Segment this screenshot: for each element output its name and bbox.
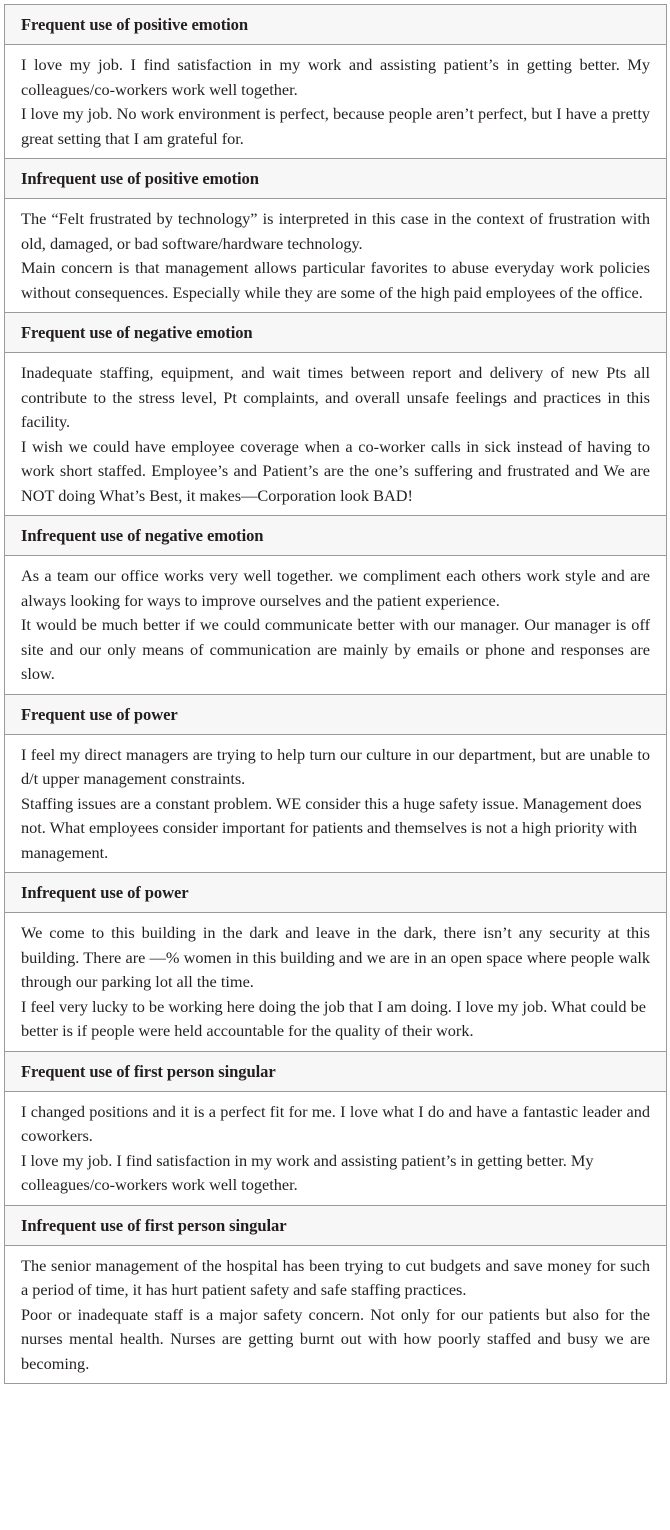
section-quotes [5,199,666,313]
section-heading: Frequent use of positive emotion [5,5,666,45]
quote: I feel very lucky to be working here doing the job that I am doing. I love my job. What could be better is if people were held accountable for the quality of their work. [21,996,647,1040]
quote: I love my job. No work environment is perfect, because people aren’t perfect, but I have a pretty great setting that I am grateful for. [21,104,650,148]
quote: Staffing issues are a constant problem. WE consider this a huge safety issue. Management does not. What employees consider important for patients and themselves is not a high priority with management. [21,793,642,862]
quote: We come to this building in the dark and leave in the dark, there isn’t any security at this building. There are —% women in this building and we are in an open space where people walk through our parking lot all the time. [21,923,650,991]
quote: Main concern is that management allows particular favorites to abuse everyday work policies without consequences. Especially while they are some of the high paid employees of the office. [21,258,650,302]
section-quotes [5,45,666,159]
quote: I wish we could have employee coverage when a co-worker calls in sick instead of having to work short staffed. Employee’s and Patient’s are the one’s suffering and frustrated and We are NOT doing What’s Best, it makes—Corporation look BAD! [21,436,650,505]
section-quotes [5,556,666,695]
quotes-table [4,4,667,1384]
quote: I feel my direct managers are trying to help turn our culture in our department, but are unable to d/t upper management constraints. [21,744,650,788]
section-heading: Infrequent use of positive emotion [5,159,666,199]
section-heading: Infrequent use of negative emotion [5,516,666,556]
quote: It would be much better if we could communicate better with our manager. Our manager is off site and our only means of communication are mainly by emails or phone and responses are slow. [21,615,650,683]
section-heading: Frequent use of first person singular [5,1052,666,1092]
section-quotes [5,353,666,516]
section-heading: Infrequent use of power [5,873,666,913]
quote: I love my job. I find satisfaction in my work and assisting patient’s in getting better. My colleagues/co-workers work well together. [21,55,650,99]
quote: The senior management of the hospital has been trying to cut budgets and save money for such a period of time, it has hurt patient safety and safe staffing practices. [21,1255,650,1299]
quote: Poor or inadequate staff is a major safety concern. Not only for our patients but also for the nurses mental health. Nurses are getting burnt out with how poorly staffed and busy we are becoming. [21,1304,650,1373]
section-quotes [5,735,666,874]
quote: I love my job. I find satisfaction in my work and assisting patient’s in getting better. My colleagues/co-workers work well together. [21,1150,594,1194]
quote: Inadequate staffing, equipment, and wait times between report and delivery of new Pts all contribute to the stress level, Pt complaints, and overall unsafe feelings and practices in this facility. [21,363,650,431]
section-heading: Frequent use of power [5,695,666,735]
quote: As a team our office works very well together. we compliment each others work style and are always looking for ways to improve ourselves and the patient experience. [21,566,650,610]
quote: I changed positions and it is a perfect fit for me. I love what I do and have a fantastic leader and coworkers. [21,1101,650,1145]
section-quotes [5,1246,666,1385]
quote: The “Felt frustrated by technology” is interpreted in this case in the context of frustration with old, damaged, or bad software/hardware technology. [21,209,650,253]
section-quotes [5,1092,666,1206]
section-quotes [5,913,666,1052]
section-heading: Infrequent use of first person singular [5,1206,666,1246]
section-heading: Frequent use of negative emotion [5,313,666,353]
